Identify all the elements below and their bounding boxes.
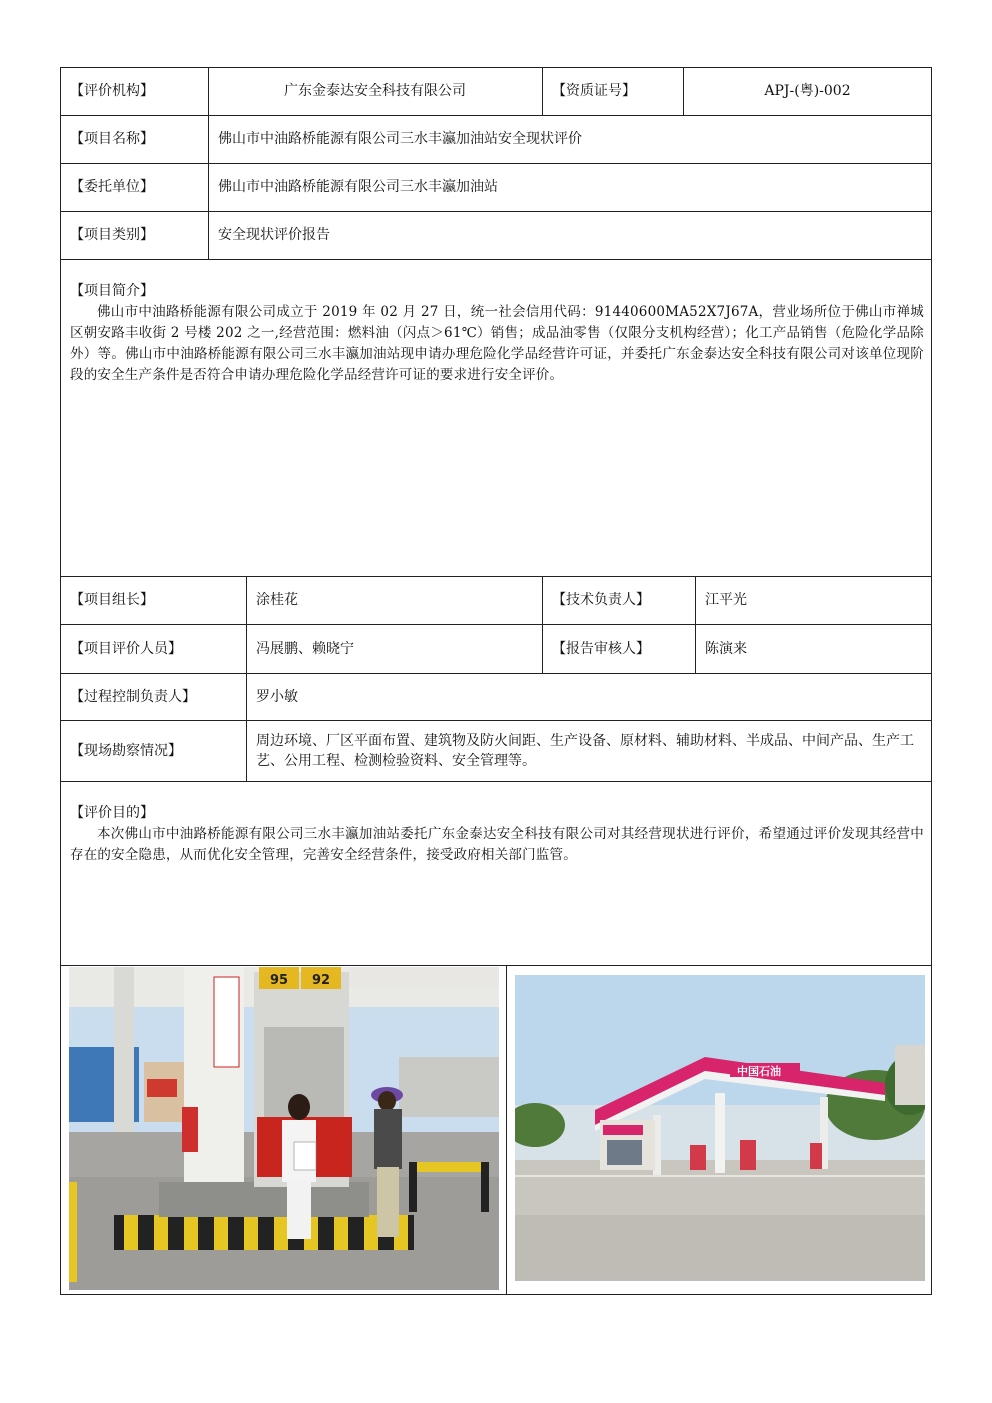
row-divider — [60, 965, 932, 966]
org-value: 广东金泰达安全科技有限公司 — [284, 83, 466, 99]
project-intro-text: 佛山市中油路桥能源有限公司成立于 2019 年 02 月 27 日，统一社会信用代码：91440600MA52X7J67A，营业场所位于佛山市禅城区朝安路丰收街 2 号楼 202 之一,经营范围：燃料油（闪点＞61℃）销售；成品油零售（仅限分支机构经营）；化工产品销售（危险化学品除外）等。佛山市中油路桥能源有限公司三水丰瀛加油站现申请办理危险化学品经营许可证，并委托广东金泰达安全科技有限公司对该单位现阶段的安全生产条件是否符合申请办理危险化学品经营许可证的要求进行安全评价。 — [70, 304, 924, 383]
cert-label: 【资质证号】 — [552, 83, 636, 99]
leader-value: 涂桂花 — [256, 592, 298, 608]
project-name-value: 佛山市中油路桥能源有限公司三水丰瀛加油站安全现状评价 — [218, 131, 582, 147]
process-control-value: 罗小敏 — [256, 688, 298, 705]
row-divider — [60, 259, 932, 260]
evaluation-info-table — [60, 67, 932, 1295]
brand-sign: 中国石油 — [737, 1065, 781, 1078]
project-name-label: 【项目名称】 — [70, 131, 154, 147]
pump-grade-b: 92 — [312, 973, 331, 988]
client-value: 佛山市中油路桥能源有限公司三水丰瀛加油站 — [218, 179, 498, 195]
pump-grade-a: 95 — [270, 973, 289, 988]
process-control-label: 【过程控制负责人】 — [70, 688, 196, 705]
site-survey-value: 周边环境、厂区平面布置、建筑物及防火间距、生产设备、原材料、辅助材料、半成品、中间产品、生产工艺、公用工程、检测检验资料、安全管理等。 — [256, 732, 914, 769]
project-type-label: 【项目类别】 — [70, 227, 154, 243]
reviewer-value: 陈演来 — [705, 640, 747, 657]
purpose-text: 本次佛山市中油路桥能源有限公司三水丰瀛加油站委托广东金泰达安全科技有限公司对其经营现状进行评价，希望通过评价发现其经营中存在的安全隐患，从而优化安全管理，完善安全经营条件，接受政府相关部门监管。 — [70, 826, 924, 863]
purpose-label: 【评价目的】 — [70, 805, 154, 821]
tech-lead-value: 江平光 — [705, 592, 747, 608]
row-divider — [60, 781, 932, 782]
tech-lead-label: 【技术负责人】 — [552, 592, 650, 608]
evaluators-label: 【项目评价人员】 — [70, 640, 182, 657]
cert-value: APJ-(粤)-002 — [764, 83, 851, 99]
evaluators-value: 冯展鹏、赖晓宁 — [256, 640, 354, 657]
site-photo-pump — [69, 967, 499, 1290]
evaluation-purpose — [70, 803, 924, 953]
column-divider — [506, 965, 507, 1295]
org-label: 【评价机构】 — [70, 83, 154, 99]
project-type-value: 安全现状评价报告 — [218, 227, 330, 243]
site-photo-station — [515, 975, 925, 1281]
reviewer-label: 【报告审核人】 — [552, 640, 650, 657]
leader-label: 【项目组长】 — [70, 592, 154, 608]
project-intro-label: 【项目简介】 — [70, 283, 154, 299]
site-survey-label: 【现场勘察情况】 — [70, 742, 182, 759]
project-intro — [70, 281, 924, 571]
pump-photo-illustration — [69, 967, 499, 1290]
client-label: 【委托单位】 — [70, 179, 154, 195]
station-photo-illustration — [515, 975, 925, 1281]
